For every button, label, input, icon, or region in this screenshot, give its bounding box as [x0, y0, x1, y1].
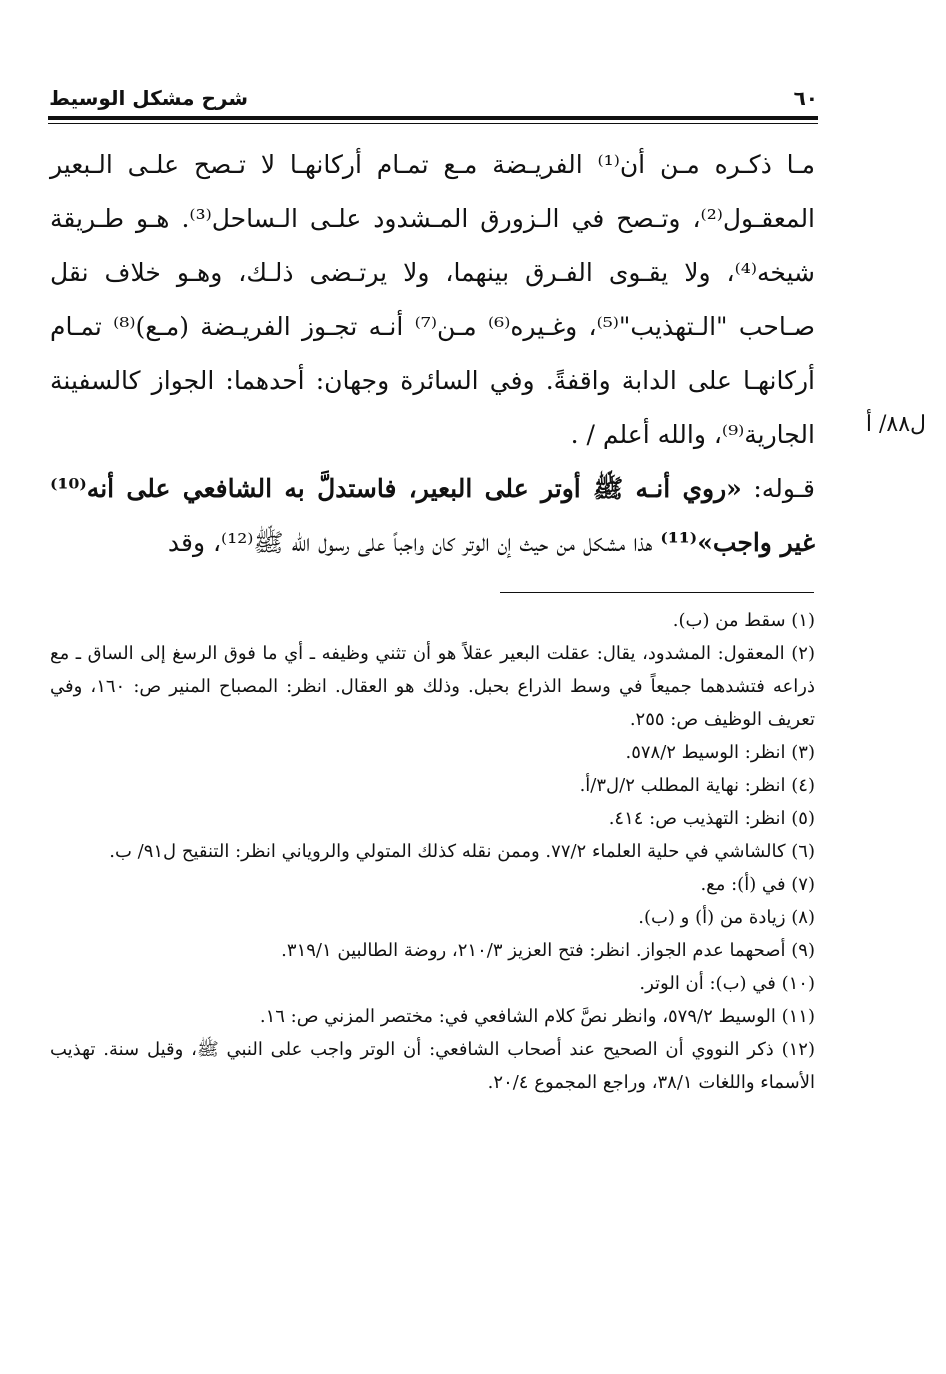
- qawluh-label: قـوله:: [753, 474, 816, 503]
- header-rule-thin: [48, 123, 818, 124]
- footnote-5: (٥) انظر: التهذيب ص: ٤١٤.: [608, 808, 815, 829]
- paragraph-1: مـا ذكـره مـن أن⁽¹⁾ الفريـضة مـع تمـام أركانهـا لا تـصح علـى الـبعير المعقـول⁽²⁾، وتـصح في الـزورق المـشدود علـى الـساحل⁽³⁾. هـو طـريقة شيخه⁽⁴⁾، ولا يقـوى الفـرق بينهما، ولا يرتـضى ذلـك، وهـو خلاف نقل صـاحب "الـتهذيب"⁽⁵⁾، وغـيره⁽⁶⁾ مـن⁽⁷⁾ أنـه تجـوز الفريـضة (مـع)⁽⁸⁾ تمـام أركانهـا على الدابة واقفةً. وفي السائرة وجهان: أحدهما: الجواز كالسفينة الجارية⁽⁹⁾، والله أعلم / .: [50, 150, 816, 449]
- paragraph-2: [50, 462, 815, 570]
- main-text: [50, 138, 815, 570]
- footnote-11: (١١) الوسيط ٥٧٩/٢، وانظر نصَّ كلام الشافعي في: مختصر المزني ص: ١٦.: [259, 1006, 815, 1027]
- footnote-4: (٤) انظر: نهاية المطلب ٢/ل٣/أ.: [579, 775, 815, 796]
- footnote-2: (٢) المعقول: المشدود، يقال: عقلت البعير عقلاً هو أن تثني وظيفه ـ أي ما فوق الرسغ إلى الساق ـ مع ذراعه فتشدهما جميعاً في وسط الذراع بحبل. وذلك هو العقال. انظر: المصباح المنير ص: ١٦٠، وفي تعريف الوظيف ص: ٢٥٥.: [50, 643, 815, 730]
- footnote-8: (٨) زيادة من (أ) و (ب).: [638, 907, 815, 928]
- footnote-9: (٩) أصحهما عدم الجواز. انظر: فتح العزيز ٢١٠/٣، روضة الطالبين ٣١٩/١.: [281, 940, 815, 961]
- footnote-separator: [500, 592, 814, 593]
- running-header: [48, 80, 818, 116]
- footnote-12: (١٢) ذكر النووي أن الصحيح عند أصحاب الشافعي: أن الوتر واجب على النبي ﷺ، وقيل سنة. تهذيب الأسماء واللغات ٣٨/١، وراجع المجموع ٢٠/٤.: [50, 1039, 815, 1093]
- commentary-text: هذا مشكل من حيث إن الوتر كان واجباً على رسول الله ﷺ⁽¹²⁾، وقد: [167, 528, 653, 557]
- footnote-7: (٧) في (أ): مع.: [700, 874, 815, 895]
- manuscript-folio-reference: ل٨٨/ أ: [865, 412, 926, 437]
- footnote-10: (١٠) في (ب): أن الوتر.: [639, 973, 815, 994]
- book-title: شرح مشكل الوسيط: [49, 86, 248, 110]
- footnote-6: (٦) كالشاشي في حلية العلماء ٧٧/٢. وممن نقله كذلك المتولي والروياني انظر: التنقيح ل٩١/ ب.: [109, 841, 815, 862]
- page-number: ٦٠: [793, 86, 818, 110]
- header-rule-thick: [48, 116, 818, 120]
- footnotes: [50, 604, 815, 1099]
- footnote-1: (١) سقط من (ب).: [672, 610, 815, 631]
- footnote-3: (٣) انظر: الوسيط ٥٧٨/٢.: [625, 742, 815, 763]
- quoted-text: «روي أنـه ﷺ أوتر على البعير، فاستدلَّ به الشافعي على أنه⁽¹⁰⁾ غير واجب»⁽¹¹⁾: [50, 474, 815, 557]
